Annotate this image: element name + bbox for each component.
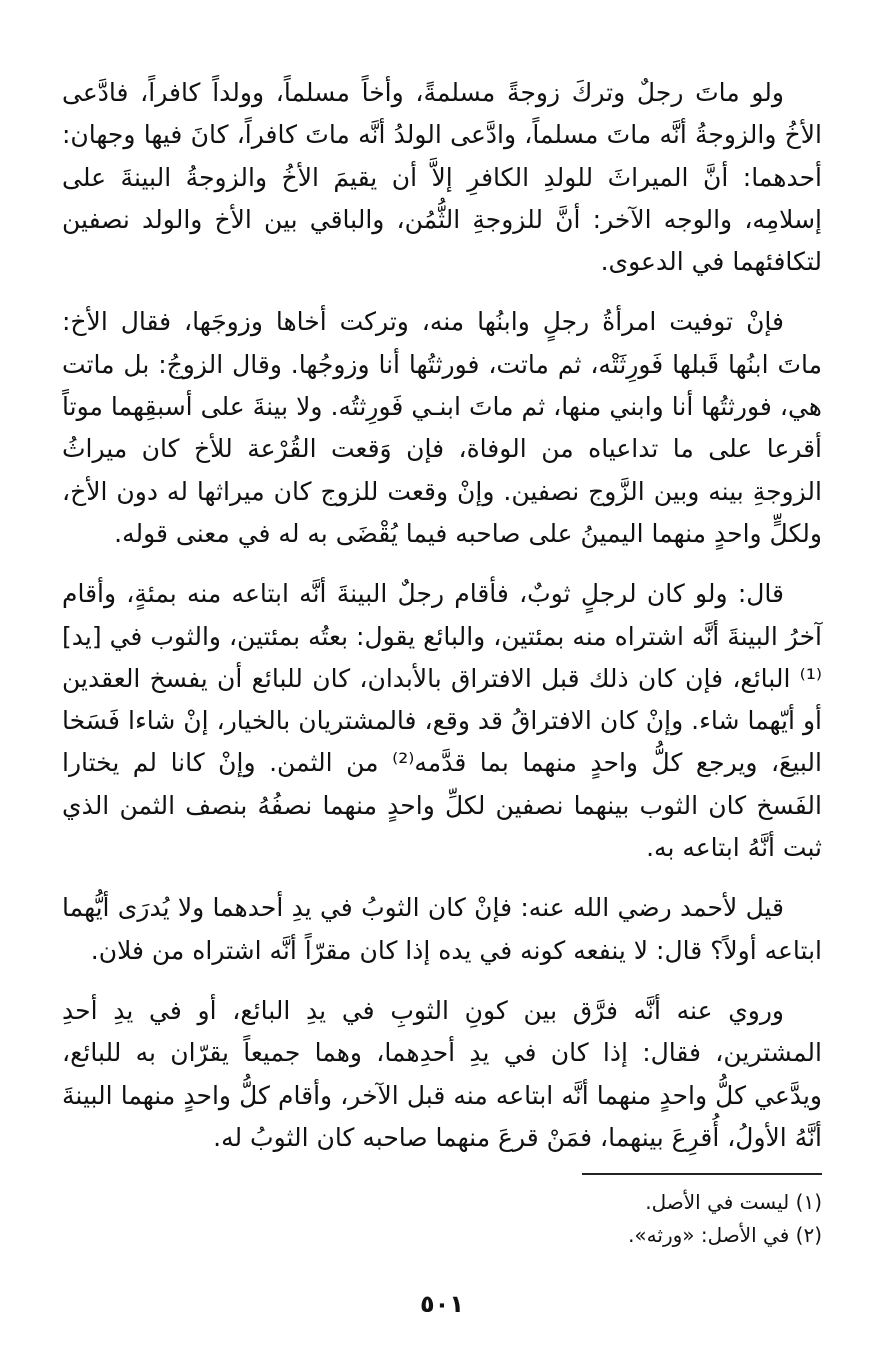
footnote-1: (١) ليست في الأصل. xyxy=(645,1190,822,1214)
footnote-divider xyxy=(582,1173,822,1175)
paragraph-3: قال: ولو كان لرجلٍ ثوبٌ، فأقام رجلٌ البينةَ أنَّه ابتاعه منه بمئةٍ، وأقام آخرُ البينةَ أنَّه اشتراه منه بمئتين، والبائع يقول: بعتُه بمئتين، والثوب في [يد]⁽¹⁾ البائع، فإن كان ذلك قبل الافتراق بالأبدان، كان للبائع أن يفسخ العقدين أو أيّهما شاء. وإنْ كان الافتراقُ قد وقع، فالمشتريان بالخيار، إنْ شاءا فَسَخا البيعَ، ويرجع كلُّ واحدٍ منهما بما قدَّمه⁽²⁾ من الثمن. وإنْ كانا لم يختارا الفَسخ كان الثوب بينهما نصفين لكلِّ واحدٍ منهما نصفُهُ بنصف الثمن الذي ثبت أنَّهُ ابتاعه به. xyxy=(62,579,822,863)
page-number: ٥٠١ xyxy=(420,1290,464,1318)
document-page xyxy=(62,72,822,1352)
footnote-2: (٢) في الأصل: «ورثه». xyxy=(628,1223,822,1247)
paragraph-5: وروي عنه أنَّه فرَّق بين كونِ الثوبِ في يدِ البائع، أو في يدِ أحدِ المشترين، فقال: إذا كان في يدِ أحدِهما، وهما جميعاً يقرّان به للبائع، ويدَّعي كلُّ واحدٍ منهما أنَّه ابتاعه منه قبل الآخر، وأقام كلُّ واحدٍ منهما البينةَ أنَّهُ الأولُ، أُقرِعَ بينهما، فمَنْ قرعَ منهما صاحبه كان الثوبُ له. xyxy=(62,995,822,1152)
paragraph-1: ولو ماتَ رجلٌ وتركَ زوجةً مسلمةً، وأخاً مسلماً، وولداً كافراً، فادَّعى الأخُ والزوجةُ أنَّه ماتَ مسلماً، وادَّعى الولدُ أنَّه ماتَ كافراً، كانَ فيها وجهان: أحدهما: أنَّ الميراثَ للولدِ الكافرِ إلاَّ أن يقيمَ الأخُ والزوجةُ البينةَ على إسلامِه، والوجه الآخر: أنَّ للزوجةِ الثُّمُن، والباقي بين الأخ والولد نصفين لتكافئهما في الدعوى. xyxy=(62,78,822,277)
paragraph-4: قيل لأحمد رضي الله عنه: فإنْ كان الثوبُ في يدِ أحدهما ولا يُدرَى أيُّهما ابتاعه أولاً؟ قال: لا ينفعه كونه في يده إذا كان مقرّاً أنَّه اشتراه من فلان. xyxy=(62,893,822,965)
footnotes xyxy=(62,1186,822,1252)
paragraph-2: فإنْ توفيت امرأةُ رجلٍ وابنُها منه، وتركت أخاها وزوجَها، فقال الأخ: ماتَ ابنُها قَبلها فَورِثَتْه، ثم ماتت، فورثتُها أنا وزوجُها. وقال الزوجُ: بل ماتت هي، فورثتُها أنا وابني منها، ثم ماتَ ابنـي فَورِثتُه. ولا بينةَ على أسبقِهما موتاً أقرعا على ما تداعياه من الوفاة، فإن وَقعت القُرْعة للأخ كان ميراثُ الزوجةِ بينه وبين الزَّوج نصفين. وإنْ وقعت للزوج كان ميراثها له دون الأخ، ولكلٍّ واحدٍ منهما اليمينُ على صاحبه فيما يُقْضَى به له في معنى قوله. xyxy=(62,307,822,548)
